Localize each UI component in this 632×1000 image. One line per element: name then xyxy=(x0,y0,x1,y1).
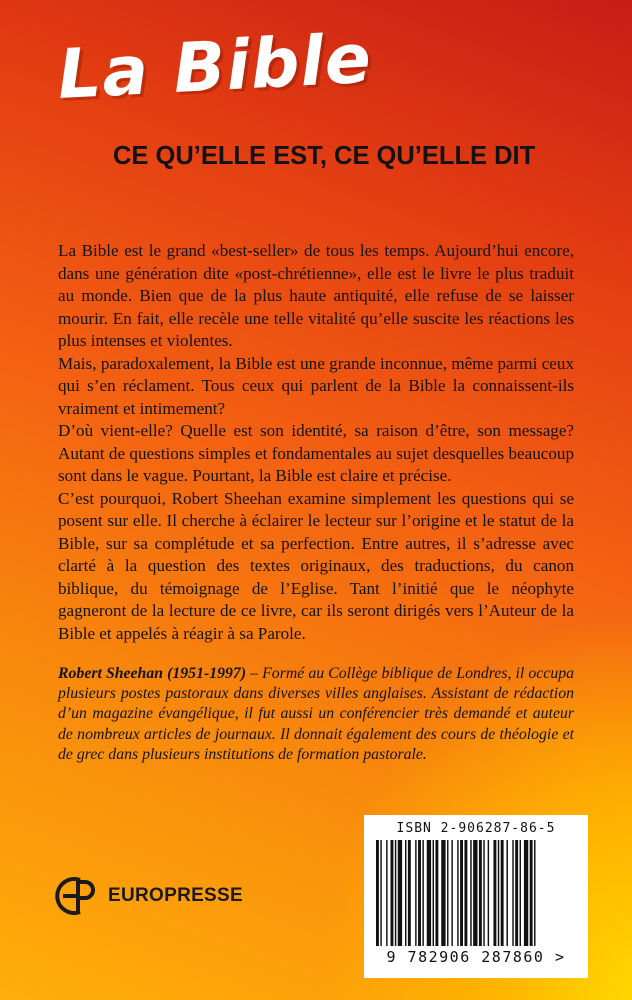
blurb-paragraph: Mais, paradoxalement, la Bible est une grande inconnue, même parmi ceux qui s’en réclament. Tous ceux qui parlent de la Bible la connaissent-ils vraiment et intimement? xyxy=(58,353,574,418)
blurb xyxy=(58,240,574,645)
author-bio xyxy=(58,664,574,765)
barcode-icon xyxy=(372,840,580,946)
ean-number: 9 782906 287860 > xyxy=(386,948,566,966)
barcode-box xyxy=(364,815,588,978)
author-bio-text: – Formé au Collège biblique de Londres, il occupa plusieurs postes pastoraux dans diverses villes anglaises. Assistant de rédaction d’un magazine évangélique, il fut aussi un conférencier très demandé et auteur de nombreux articles de journaux. Il donnait également des cours de théologie et de grec dans plusieurs institutions de formation pastorale. xyxy=(58,665,575,763)
isbn-text: ISBN 2-906287-86-5 xyxy=(396,821,556,836)
blurb-paragraph: La Bible est le grand «best-seller» de tous les temps. Aujourd’hui encore, dans une génération dite «post-chrétienne», elle est le livre le plus traduit au monde. Bien que de la plus haute antiquité, elle refuse de se laisser mourir. En fait, elle recèle une telle vitalité qu’elle suscite les réactions les plus intenses et violentes. xyxy=(58,241,574,350)
blurb-paragraph: C’est pourquoi, Robert Sheehan examine simplement les questions qui se posent sur elle. Il cherche à éclairer le lecteur sur l’origine et le statut de la Bible, sur sa complétude et sa perfection. Entre autres, il s’adresse avec clarté à la question des textes originaux, des traductions, du canon biblique, du témoignage de l’Eglise. Tant l’initié que le néophyte gagneront de la lecture de ce livre, car ils seront dirigés vers l’Auteur de la Bible et appelés à réagir à sa Parole. xyxy=(58,488,574,643)
ep-logo-icon xyxy=(54,874,98,918)
publisher xyxy=(54,874,243,918)
author-name: Robert Sheehan (1951-1997) xyxy=(58,665,247,682)
book-title: La Bible xyxy=(55,19,374,116)
book-subtitle: CE QU’ELLE EST, CE QU’ELLE DIT xyxy=(113,142,536,170)
publisher-name: EUROPRESSE xyxy=(108,885,243,906)
blurb-paragraph: D’où vient-elle? Quelle est son identité, sa raison d’être, son message? Autant de questions simples et fondamentales au sujet desquelles beaucoup sont dans le vague. Pourtant, la Bible est claire et précise. xyxy=(58,421,574,485)
